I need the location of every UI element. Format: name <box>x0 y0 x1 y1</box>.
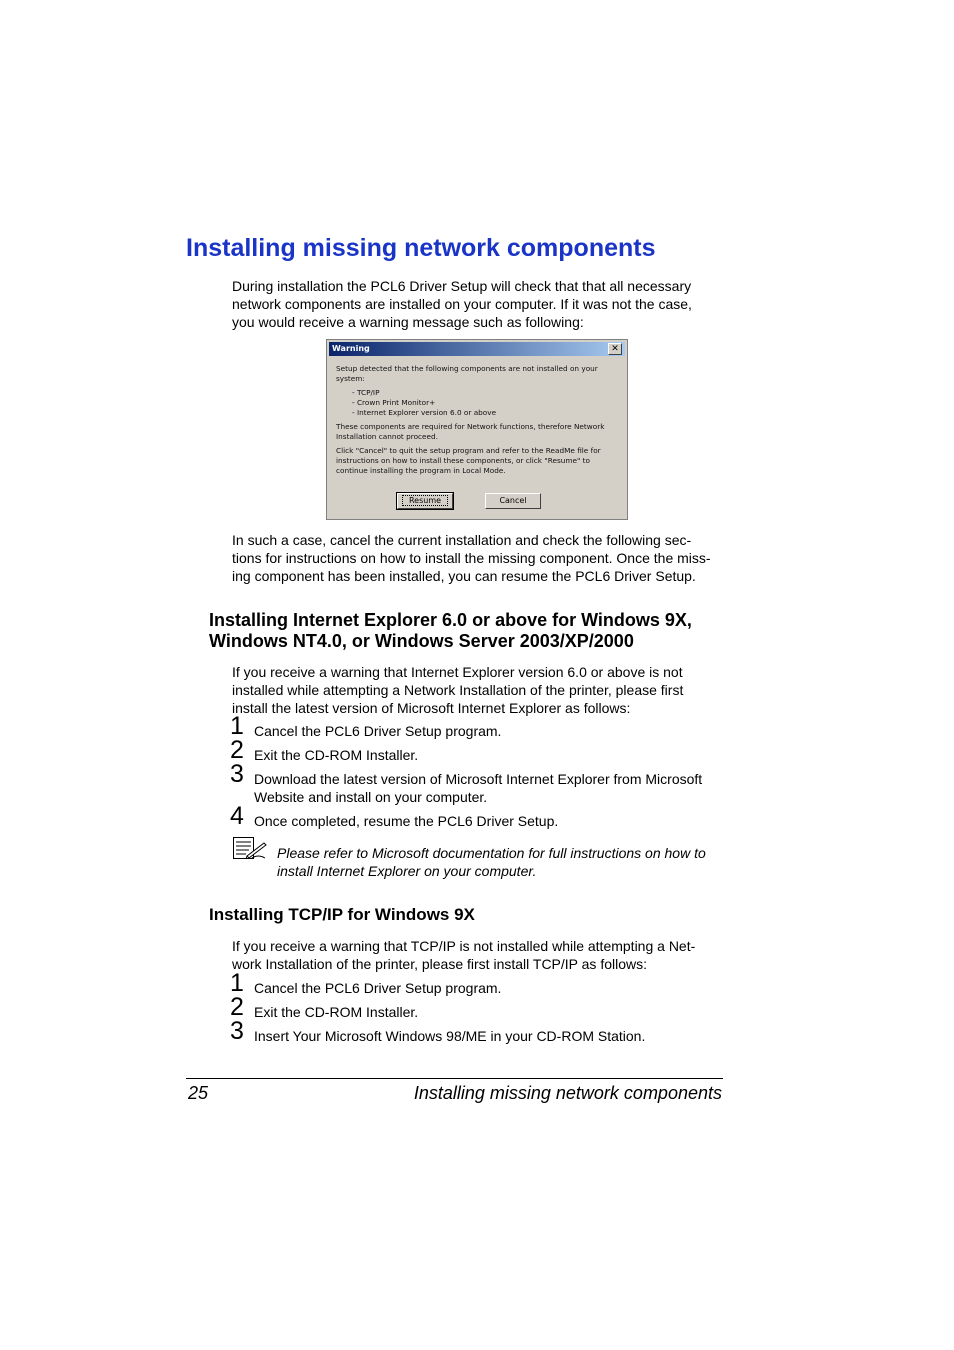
step-text: Cancel the PCL6 Driver Setup program. <box>254 723 502 739</box>
dialog-line: These components are required for Network functions, therefore Network <box>336 422 605 431</box>
dialog-title-bar <box>329 342 625 356</box>
paragraph-line: install the latest version of Microsoft Internet Explorer as follows: <box>232 700 631 716</box>
step-number: 4 <box>230 802 244 830</box>
paragraph-line: installed while attempting a Network Installation of the printer, please first <box>232 682 684 698</box>
step-text: Website and install on your computer. <box>254 789 488 805</box>
dialog-line: Installation cannot proceed. <box>336 432 438 441</box>
step-text: Once completed, resume the PCL6 Driver Setup. <box>254 813 559 829</box>
page-number: 25 <box>188 1083 209 1103</box>
step-number: 1 <box>230 712 244 740</box>
paragraph-line: work Installation of the printer, please first install TCP/IP as follows: <box>232 956 648 972</box>
dialog-line: system: <box>336 374 365 383</box>
note-line: install Internet Explorer on your computer. <box>277 863 537 879</box>
step-text: Download the latest version of Microsoft Internet Explorer from Microsoft <box>254 771 703 787</box>
footer-rule <box>186 1078 723 1079</box>
dialog-message <box>336 364 604 476</box>
paragraph-line: If you receive a warning that TCP/IP is not installed while attempting a Net- <box>232 938 696 954</box>
step-text: Insert Your Microsoft Windows 98/ME in your CD-ROM Station. <box>254 1028 646 1044</box>
ie-intro-paragraph <box>232 663 727 717</box>
tcp-section-heading: Installing TCP/IP for Windows 9X <box>209 905 475 924</box>
paragraph-line: In such a case, cancel the current installation and check the following sec- <box>232 532 692 548</box>
paragraph-line: tions for instructions on how to install the missing component. Once the miss- <box>232 550 711 566</box>
footer-title: Installing missing network components <box>413 1083 722 1103</box>
intro-line: you would receive a warning message such as following: <box>232 314 584 330</box>
warning-dialog <box>326 339 628 520</box>
heading-line: Windows NT4.0, or Windows Server 2003/XP/2000 <box>209 631 634 651</box>
dialog-line: Setup detected that the following components are not installed on your <box>336 364 598 373</box>
intro-line: network components are installed on your computer. If it was not the case, <box>232 296 692 312</box>
resume-button[interactable]: Resume <box>397 493 453 509</box>
step-number: 3 <box>230 1017 244 1045</box>
dialog-component: - Crown Print Monitor+ <box>352 398 436 407</box>
dialog-line: continue installing the program in Local Mode. <box>336 466 506 475</box>
ie-section-heading <box>209 610 692 652</box>
step-number: 1 <box>230 969 244 997</box>
paragraph-line: ing component has been installed, you can resume the PCL6 Driver Setup. <box>232 568 696 584</box>
step-text: Exit the CD-ROM Installer. <box>254 1004 419 1020</box>
dialog-line: Click "Cancel" to quit the setup program and refer to the ReadMe file for <box>336 446 601 455</box>
step-text: Cancel the PCL6 Driver Setup program. <box>254 980 502 996</box>
cancel-button[interactable]: Cancel <box>485 493 541 509</box>
dialog-component: - Internet Explorer version 6.0 or above <box>352 408 497 417</box>
note-line: Please refer to Microsoft documentation for full instructions on how to <box>277 845 706 861</box>
note-pencil-icon <box>232 836 268 862</box>
step-text: Exit the CD-ROM Installer. <box>254 747 419 763</box>
page-title: Installing missing network components <box>186 234 656 262</box>
close-icon[interactable]: ✕ <box>608 343 622 355</box>
tcp-intro-paragraph <box>232 937 727 973</box>
note-text <box>277 844 706 880</box>
step-number: 2 <box>230 993 244 1021</box>
intro-paragraph <box>232 277 727 331</box>
after-dialog-paragraph <box>232 531 727 585</box>
dialog-line: instructions on how to install these components, or click "Resume" to <box>336 456 590 465</box>
dialog-title: Warning <box>332 344 370 353</box>
paragraph-line: If you receive a warning that Internet Explorer version 6.0 or above is not <box>232 664 683 680</box>
step-number: 3 <box>230 760 244 788</box>
dialog-component: - TCP/IP <box>352 388 380 397</box>
intro-line: During installation the PCL6 Driver Setup will check that that all necessary <box>232 278 692 294</box>
step-number: 2 <box>230 736 244 764</box>
heading-line: Installing Internet Explorer 6.0 or above for Windows 9X, <box>209 610 692 630</box>
